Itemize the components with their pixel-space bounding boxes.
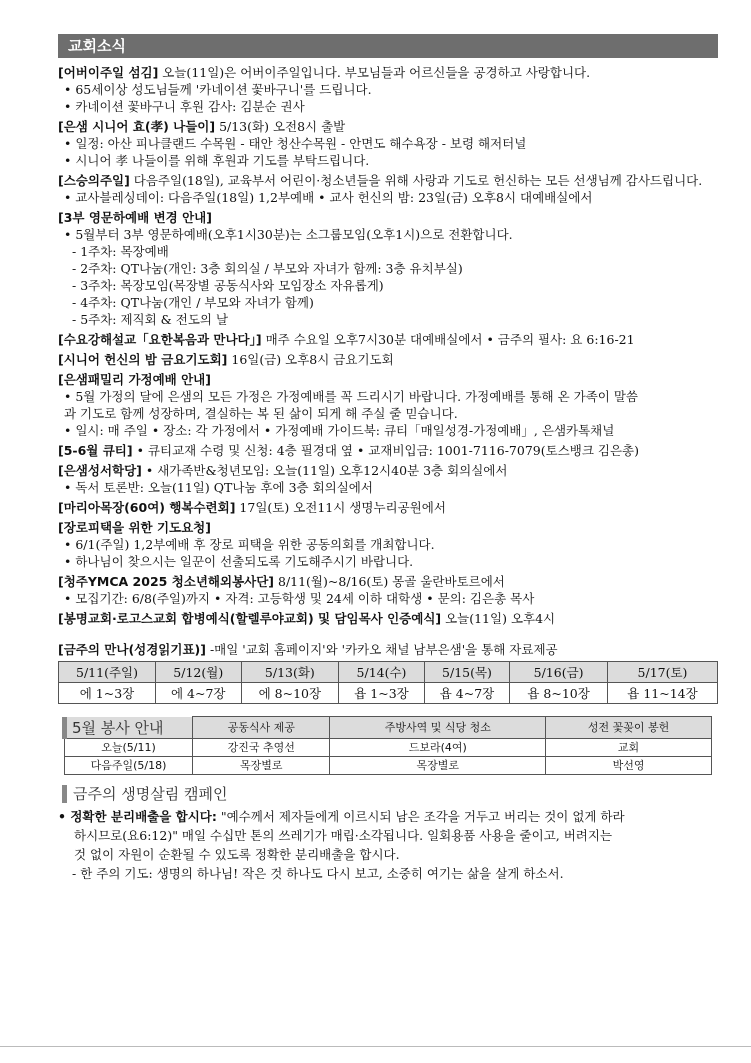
service-cell-flower: 교회 <box>546 738 712 756</box>
service-cell-kitchen: 드보라(4여) <box>330 738 546 756</box>
news-item-title: [은샘 시니어 효(孝) 나들이] <box>58 119 216 134</box>
reading-chapter-cell: 욥 8~10장 <box>510 683 608 704</box>
news-item-title: [은샘패밀리 가정예배 안내] <box>58 372 211 387</box>
news-item-heading <box>58 118 718 135</box>
campaign-body <box>58 807 718 883</box>
news-item-heading <box>58 442 718 459</box>
news-item-title: [3부 영문하예배 변경 안내] <box>58 210 212 225</box>
news-item-title: [마리아목장(60여) 행복수련회] <box>58 500 236 515</box>
news-item-title: [5-6월 큐티] <box>58 443 133 458</box>
news-item-text: 매주 수요일 오후7시30분 대예배실에서 • 금주의 필사: 요 6:16-21 <box>261 332 635 347</box>
news-item-line: • 6/1(주일) 1,2부예배 후 장로 피택을 위한 공동의회를 개최합니다. <box>64 537 435 552</box>
news-item-line: • 5월부터 3부 영문하예배(오후1시30분)는 소그룹모임(오후1시)으로 전환합니다. <box>64 227 513 242</box>
news-item-title: [스승의주일] <box>58 173 130 188</box>
campaign-line-1: • 정확한 분리배출을 합시다: "예수께서 제자들에게 이르시되 남은 조각을 거두고 버리는 것이 없게 하라 <box>58 808 625 824</box>
service-cell-kitchen: 목장별로 <box>330 756 546 774</box>
news-item-text: 8/11(월)~8/16(토) 몽골 울란바토르에서 <box>274 574 505 589</box>
news-item-text: 16일(금) 오후8시 금요기도회 <box>227 352 394 367</box>
news-item-text: 오늘(11일) 오후4시 <box>441 611 556 626</box>
reading-day-cell: 5/17(토) <box>607 662 717 683</box>
qt-title: [금주의 만나(성경읽기표)] <box>58 642 206 657</box>
news-item <box>58 118 718 169</box>
news-item-subline: - 4주차: QT나눔(개인 / 부모와 자녀가 함께) <box>72 295 314 310</box>
reading-day-cell: 5/13(화) <box>241 662 339 683</box>
news-item-line: 과 기도로 함께 성장하며, 결실하는 복 된 삶이 되게 해 주실 줄 믿습니다. <box>64 406 458 421</box>
service-header-row <box>65 717 712 739</box>
service-table <box>62 716 712 775</box>
reading-chapter-cell: 에 1~3장 <box>59 683 156 704</box>
service-title: 5월 봉사 안내 <box>65 717 193 739</box>
news-item <box>58 351 718 368</box>
news-item <box>58 371 718 439</box>
service-col-meal: 공동식사 제공 <box>193 717 330 739</box>
news-sections <box>58 64 718 627</box>
reading-chapter-cell: 욥 11~14장 <box>607 683 717 704</box>
qt-heading <box>58 641 718 659</box>
news-item-line: • 카네이션 꽃바구니 후원 감사: 김분순 권사 <box>64 99 305 114</box>
news-item-heading <box>58 351 718 368</box>
news-item-title: [은샘성서학당] <box>58 463 142 478</box>
news-item-title: [봉명교회·로고스교회 합병예식(할렐루야교회) 및 담임목사 인증예식] <box>58 611 442 626</box>
news-item <box>58 610 718 627</box>
footer-divider <box>0 1046 751 1047</box>
reading-chapter-cell: 에 4~7장 <box>156 683 242 704</box>
service-cell-date: 오늘(5/11) <box>65 738 193 756</box>
campaign-line-3: 것 없이 자원이 순환될 수 있도록 정확한 분리배출을 합시다. <box>74 846 400 862</box>
news-item-line: • 모집기간: 6/8(주일)까지 • 자격: 고등학생 및 24세 이하 대학생 • 문의: 김은총 목사 <box>64 591 535 606</box>
news-item-text: 5/13(화) 오전8시 출발 <box>215 119 346 134</box>
service-cell-meal: 강진국 추영선 <box>193 738 330 756</box>
news-item-line: • 시니어 孝 나들이를 위해 후원과 기도를 부탁드립니다. <box>64 153 370 168</box>
service-row <box>65 738 712 756</box>
service-row <box>65 756 712 774</box>
reading-table <box>58 661 718 704</box>
news-item-text: 오늘(11일)은 어버이주일입니다. 부모님들과 어르신들을 공경하고 사랑합니다. <box>158 65 591 80</box>
news-item-heading <box>58 209 718 226</box>
news-item <box>58 209 718 328</box>
news-item-heading <box>58 519 718 536</box>
news-item-line: • 65세이상 성도님들께 '카네이션 꽃바구니'를 드립니다. <box>64 82 372 97</box>
service-col-kitchen: 주방사역 및 식당 청소 <box>330 717 546 739</box>
news-item <box>58 519 718 570</box>
news-item-line: • 5월 가정의 달에 은샘의 모든 가정은 가정예배를 꼭 드리시기 바랍니다. 가정예배를 통해 온 가족이 말씀 <box>64 389 638 404</box>
news-item-line: • 일정: 아산 피나클랜드 수목원 - 태안 청산수목원 - 안면도 해수욕장 - 보령 해저터널 <box>64 136 527 151</box>
news-item-heading <box>58 573 718 590</box>
news-item-heading <box>58 172 718 189</box>
service-cell-date: 다음주일(5/18) <box>65 756 193 774</box>
news-item <box>58 172 718 206</box>
news-item-title: [시니어 헌신의 밤 금요기도회] <box>58 352 228 367</box>
news-item-text: 다음주일(18일), 교육부서 어린이·청소년들을 위해 사랑과 기도로 헌신하는 모든 선생님께 감사드립니다. <box>129 173 703 188</box>
reading-day-cell: 5/14(수) <box>339 662 425 683</box>
page-header: 교회소식 <box>58 34 718 58</box>
reading-chapters-row <box>59 683 718 704</box>
reading-day-cell: 5/16(금) <box>510 662 608 683</box>
news-item-title: [어버이주일 섬김] <box>58 65 159 80</box>
news-item-heading <box>58 371 718 388</box>
news-item-title: [수요강해설교「요한복음과 만나다」] <box>58 332 262 347</box>
news-item-text: • 새가족반&청년모임: 오늘(11일) 오후12시40분 3층 회의실에서 <box>141 463 508 478</box>
news-item-line: • 일시: 매 주일 • 장소: 각 가정에서 • 가정예배 가이드북: 큐티「매일성경-가정예배」, 은샘카톡채널 <box>64 423 615 438</box>
reading-days-row <box>59 662 718 683</box>
news-item-heading <box>58 610 718 627</box>
service-cell-flower: 박선영 <box>546 756 712 774</box>
reading-day-cell: 5/15(목) <box>424 662 510 683</box>
news-item <box>58 462 718 496</box>
news-item-text: 17일(토) 오전11시 생명누리공원에서 <box>235 500 446 515</box>
news-item-heading <box>58 462 718 479</box>
news-item <box>58 573 718 607</box>
news-item-heading <box>58 499 718 516</box>
news-item <box>58 331 718 348</box>
qt-text: -매일 '교회 홈페이지'와 '카카오 채널 남부은샘'을 통해 자료제공 <box>205 642 558 657</box>
service-col-flower: 성전 꽃꽂이 봉헌 <box>546 717 712 739</box>
news-item-subline: - 5주차: 제직회 & 전도의 날 <box>72 312 229 327</box>
news-item-line: • 독서 토론반: 오늘(11일) QT나눔 후에 3층 회의실에서 <box>64 480 373 495</box>
news-item <box>58 499 718 516</box>
reading-day-cell: 5/12(월) <box>156 662 242 683</box>
reading-day-cell: 5/11(주일) <box>59 662 156 683</box>
news-item <box>58 64 718 115</box>
church-news-page <box>58 34 718 883</box>
campaign-line-2: 하시므로(요6:12)" 매일 수십만 톤의 쓰레기가 매립·소각됩니다. 일회용품 사용을 줄이고, 버려지는 <box>74 827 613 843</box>
news-item-title: [장로피택을 위한 기도요청] <box>58 520 211 535</box>
news-item-subline: - 1주차: 목장예배 <box>72 244 169 259</box>
reading-chapter-cell: 에 8~10장 <box>241 683 339 704</box>
reading-chapter-cell: 욥 1~3장 <box>339 683 425 704</box>
news-item-line: • 하나님이 찾으시는 일꾼이 선출되도록 기도해주시기 바랍니다. <box>64 554 414 569</box>
news-item-subline: - 3주차: 목장모임(목장별 공동식사와 모임장소 자유롭게) <box>72 278 384 293</box>
news-item-text: • 큐티교재 수령 및 신청: 4층 필경대 옆 • 교재비입금: 1001-7116-7079(토스뱅크 김은총) <box>132 443 639 458</box>
news-item-title: [청주YMCA 2025 청소년해외봉사단] <box>58 574 275 589</box>
campaign-prayer: - 한 주의 기도: 생명의 하나님! 작은 것 하나도 다시 보고, 소중히 여기는 삶을 살게 하소서. <box>72 865 564 881</box>
reading-chapter-cell: 욥 4~7장 <box>424 683 510 704</box>
news-item-heading <box>58 331 718 348</box>
campaign-title: 금주의 생명살림 캠페인 <box>62 785 718 803</box>
news-item-subline: - 2주차: QT나눔(개인: 3층 회의실 / 부모와 자녀가 함께: 3층 유치부실) <box>72 261 463 276</box>
news-item <box>58 442 718 459</box>
news-item-line: • 교사블레싱데이: 다음주일(18일) 1,2부예배 • 교사 헌신의 밤: 23일(금) 오후8시 대예배실에서 <box>64 190 593 205</box>
campaign-bold: • 정확한 분리배출을 합시다: <box>58 808 217 824</box>
service-cell-meal: 목장별로 <box>193 756 330 774</box>
news-item-heading <box>58 64 718 81</box>
